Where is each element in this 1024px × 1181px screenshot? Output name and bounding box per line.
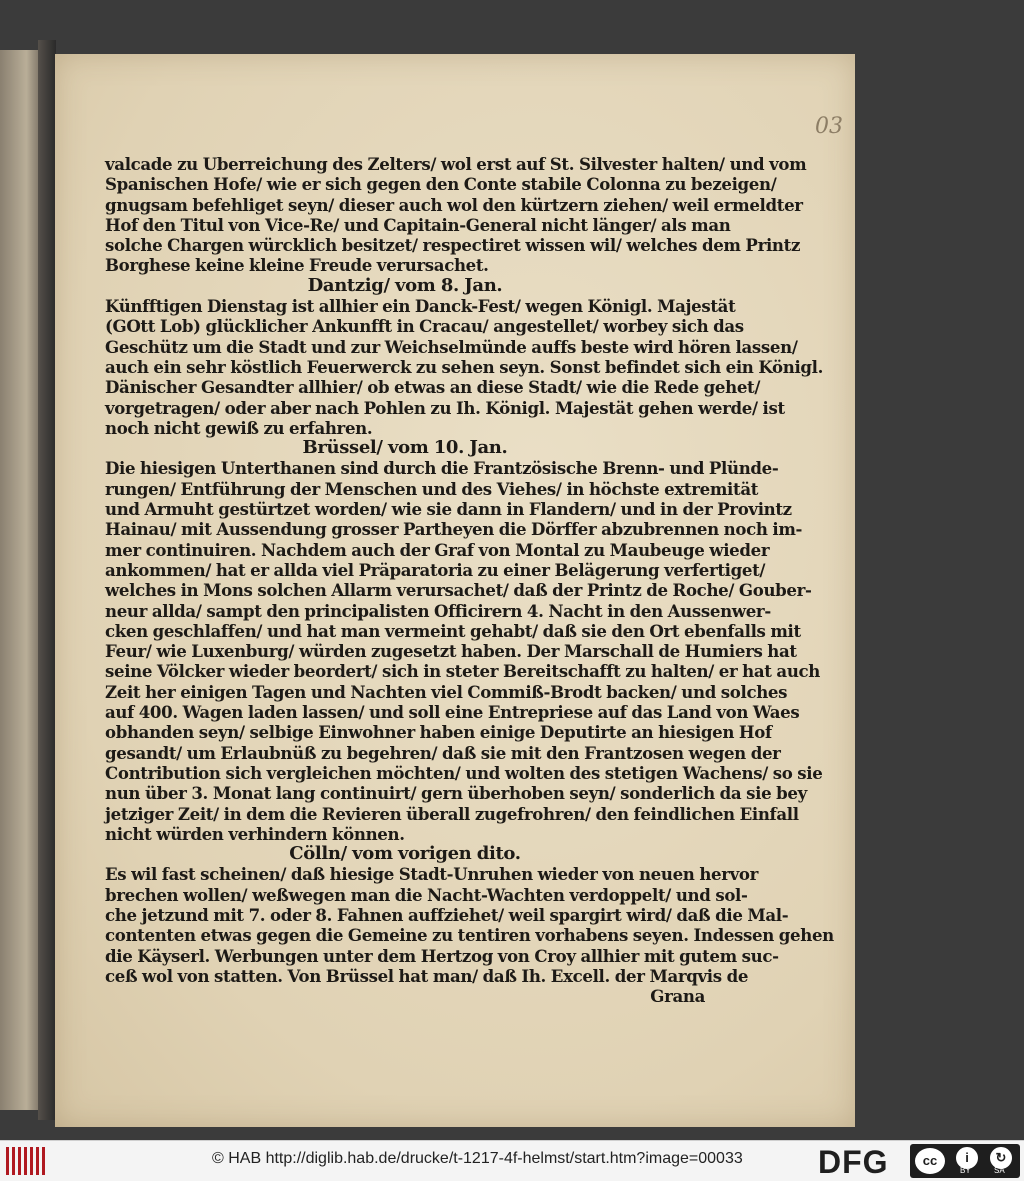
- text-line: welches in Mons solchen Allarm verursachet/ daß der Printz de Roche/ Gouber-: [105, 580, 812, 601]
- text-line: Hainau/ mit Aussendung grosser Partheyen die Dörffer abzubrennen noch im-: [105, 519, 803, 540]
- text-line: vorgetragen/ oder aber nach Pohlen zu Ih. Königl. Majestät gehen werde/ ist: [105, 397, 785, 418]
- text-line: gesandt/ um Erlaubnüß zu begehren/ daß sie mit den Frantzosen wegen der: [105, 742, 781, 763]
- text-line: noch nicht gewiß zu erfahren.: [105, 417, 373, 438]
- text-line: gnugsam befehliget seyn/ dieser auch wol den kürtzern ziehen/ weil ermeldter: [105, 194, 803, 215]
- folio-mark: 03: [815, 114, 843, 139]
- text-line: Contribution sich vergleichen möchten/ und wolten des stetigen Wachens/ so sie: [105, 762, 823, 783]
- text-line: Feur/ wie Luxenburg/ würden zugesetzt haben. Der Marschall de Humiers hat: [105, 641, 797, 662]
- text-line: solche Chargen würcklich besitzet/ respectiret wissen wil/ welches dem Printz: [105, 235, 801, 256]
- cc-license-badge[interactable]: [910, 1144, 1020, 1178]
- text-line: Geschütz um die Stadt und zur Weichselmünde auffs beste wird hören lassen/: [105, 336, 798, 357]
- text-line: und Armuht gestürtzet worden/ wie sie dann in Flandern/ und in der Provintz: [105, 499, 792, 520]
- text-line: mer continuiren. Nachdem auch der Graf von Montal zu Maubeuge wieder: [105, 539, 770, 560]
- section-heading-bruessel: Brüssel/ vom 10. Jan.: [302, 437, 508, 459]
- document-page: [55, 54, 855, 1127]
- text-line: jetziger Zeit/ in dem die Revieren überall zugefrohren/ den feindlichen Einfall: [105, 803, 799, 824]
- text-line: nicht würden verhindern können.: [105, 823, 405, 844]
- text-line: contenten etwas gegen die Gemeine zu tentiren vorhabens seyen. Indessen gehen: [105, 925, 834, 946]
- sa-icon: ↻: [988, 1145, 1014, 1171]
- hab-logo-icon[interactable]: [6, 1147, 46, 1175]
- text-line: Zeit her einigen Tagen und Nachten viel Commiß-Brodt backen/ und solches: [105, 681, 788, 702]
- text-line: Es wil fast scheinen/ daß hiesige Stadt-Unruhen wieder von neuen hervor: [105, 864, 759, 885]
- text-line: brechen wollen/ weßwegen man die Nacht-Wachten verdoppelt/ und sol-: [105, 884, 748, 905]
- text-line: auch ein sehr köstlich Feuerwerck zu sehen seyn. Sonst befindet sich ein Königl.: [105, 356, 824, 377]
- section-heading-dantzig: Dantzig/ vom 8. Jan.: [307, 274, 503, 296]
- by-label: BY: [960, 1166, 971, 1175]
- text-line: cken geschlaffen/ und hat man vermeint gehabt/ daß sie den Ort ebenfalls mit: [105, 620, 801, 641]
- page-text: [105, 154, 834, 1007]
- book-gutter: [38, 40, 56, 1120]
- text-line: Die hiesigen Unterthanen sind durch die Frantzösische Brenn- und Plünde-: [105, 458, 779, 479]
- text-line: valcade zu Uberreichung des Zelters/ wol erst auf St. Silvester halten/ und vom: [105, 154, 807, 174]
- dfg-logo[interactable]: DFG: [818, 1144, 889, 1180]
- text-line: Künfftigen Dienstag ist allhier ein Danck-Fest/ wegen Königl. Majestät: [105, 296, 736, 317]
- text-line: Spanischen Hofe/ wie er sich gegen den Conte stabile Colonna zu bezeigen/: [105, 174, 777, 195]
- text-line: Hof den Titul von Vice-Re/ und Capitain-General nicht länger/ als man: [105, 214, 731, 235]
- text-line: neur allda/ sampt den principalisten Officirern 4. Nacht in den Aussenwer-: [105, 600, 771, 621]
- text-line: Dänischer Gesandter allhier/ ob etwas an diese Stadt/ wie die Rede gehet/: [105, 377, 761, 398]
- text-line: rungen/ Entführung der Menschen und des Viehes/ in höchste extremität: [105, 478, 759, 499]
- text-line: Borghese keine kleine Freude verursachet.: [105, 255, 489, 276]
- section-heading-coelln: Cölln/ vom vorigen dito.: [289, 843, 521, 865]
- viewer-footer: [0, 1140, 1024, 1181]
- sa-label: SA: [994, 1166, 1005, 1175]
- copyright-url[interactable]: © HAB http://diglib.hab.de/drucke/t-1217-4f-helmst/start.htm?image=00033: [212, 1150, 743, 1167]
- text-line: ankommen/ hat er allda viel Präparatoria zu einer Belägerung verfertiget/: [105, 559, 766, 580]
- text-line: seine Völcker wieder beordert/ sich in steter Bereitschafft zu halten/ er hat auch: [105, 661, 821, 682]
- text-line: auf 400. Wagen laden lassen/ und soll eine Entrepriese auf das Land von Waes: [105, 702, 800, 723]
- text-line: che jetzund mit 7. oder 8. Fahnen auffziehet/ weil spargirt wird/ daß die Mal-: [105, 904, 789, 925]
- text-line: obhanden seyn/ selbige Einwohner haben einige Deputirte an hiesigen Hof: [105, 722, 772, 743]
- catchword: Grana: [650, 986, 705, 1007]
- by-icon: i: [954, 1145, 980, 1171]
- text-line: die Käyserl. Werbungen unter dem Hertzog von Croy allhier mit gutem suc-: [105, 945, 779, 966]
- cc-icon: cc: [913, 1146, 947, 1176]
- text-line: nun über 3. Monat lang continuirt/ gern überhoben seyn/ sonderlich da sie bey: [105, 783, 807, 804]
- text-line: (GOtt Lob) glücklicher Ankunfft in Cracau/ angestellet/ worbey sich das: [105, 316, 744, 337]
- text-line: ceß wol von statten. Von Brüssel hat man/ daß Ih. Excell. der Marqvis de: [105, 965, 749, 986]
